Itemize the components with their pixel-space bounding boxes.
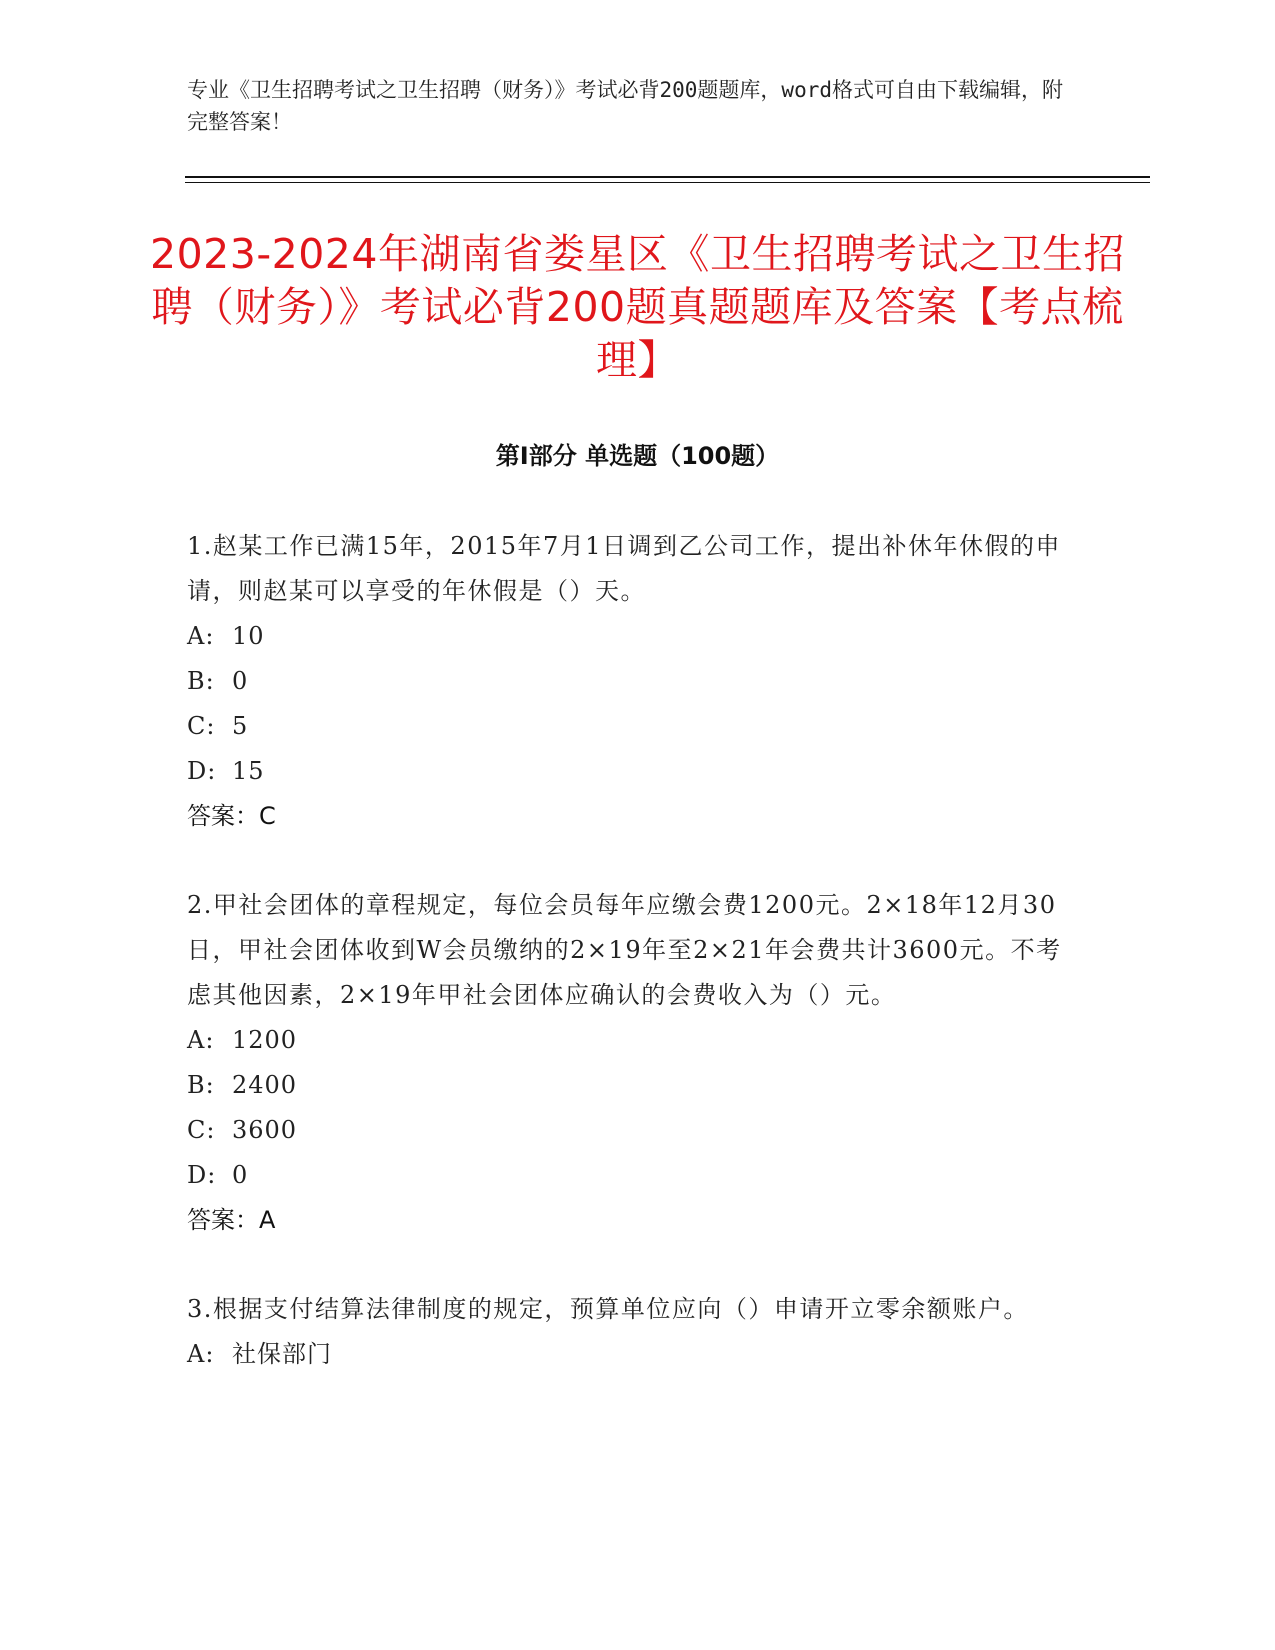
option-text: 3600: [232, 1116, 298, 1144]
header-divider-thin: [185, 182, 1150, 183]
document-title: 2023-2024年湖南省娄星区《卫生招聘考试之卫生招聘（财务）》考试必背200题真题题库及答案【考点梳理】: [150, 230, 1125, 384]
option-text: 0: [232, 1161, 249, 1189]
option-letter: B:: [187, 1071, 215, 1099]
question-list: [187, 524, 1087, 1421]
option-text: 1200: [232, 1026, 298, 1054]
option-letter: A:: [187, 622, 215, 650]
option-letter: C:: [187, 712, 216, 740]
question-stem: 1.赵某工作已满15年，2015年7月1日调到乙公司工作，提出补休年休假的申请，则赵某可以享受的年休假是（）天。: [187, 532, 1062, 605]
answer-line: 答案：A: [187, 1206, 276, 1234]
option-text: 10: [232, 622, 265, 650]
option-a: [187, 1332, 1087, 1377]
question-stem: 3.根据支付结算法律制度的规定，预算单位应向（）申请开立零余额账户。: [187, 1295, 1029, 1323]
question-2: [187, 883, 1087, 1243]
option-a: [187, 614, 1087, 659]
option-text: 社保部门: [232, 1340, 332, 1368]
option-text: 15: [232, 757, 265, 785]
option-d: [187, 1153, 1087, 1198]
header-divider: [185, 176, 1150, 178]
option-b: [187, 1063, 1087, 1108]
option-letter: D:: [187, 1161, 217, 1189]
option-text: 0: [232, 667, 249, 695]
question-3: [187, 1287, 1087, 1377]
option-c: [187, 1108, 1087, 1153]
option-c: [187, 704, 1087, 749]
answer-line: 答案：C: [187, 802, 276, 830]
option-text: 5: [232, 712, 249, 740]
header-note: 专业《卫生招聘考试之卫生招聘（财务）》考试必背200题题库，word格式可自由下载编辑，附完整答案！: [187, 78, 1063, 134]
option-a: [187, 1018, 1087, 1063]
option-letter: A:: [187, 1340, 215, 1368]
option-letter: D:: [187, 757, 217, 785]
option-d: [187, 749, 1087, 794]
option-letter: C:: [187, 1116, 216, 1144]
question-1: [187, 524, 1087, 839]
question-stem: 2.甲社会团体的章程规定，每位会员每年应缴会费1200元。2×18年12月30日，甲社会团体收到W会员缴纳的2×19年至2×21年会费共计3600元。不考虑其他因素，2×19年甲社会团体应确认的会费收入为（）元。: [187, 891, 1062, 1009]
option-b: [187, 659, 1087, 704]
option-letter: B:: [187, 667, 215, 695]
section-heading: 第I部分 单选题（100题）: [495, 442, 780, 470]
option-letter: A:: [187, 1026, 215, 1054]
option-text: 2400: [232, 1071, 298, 1099]
